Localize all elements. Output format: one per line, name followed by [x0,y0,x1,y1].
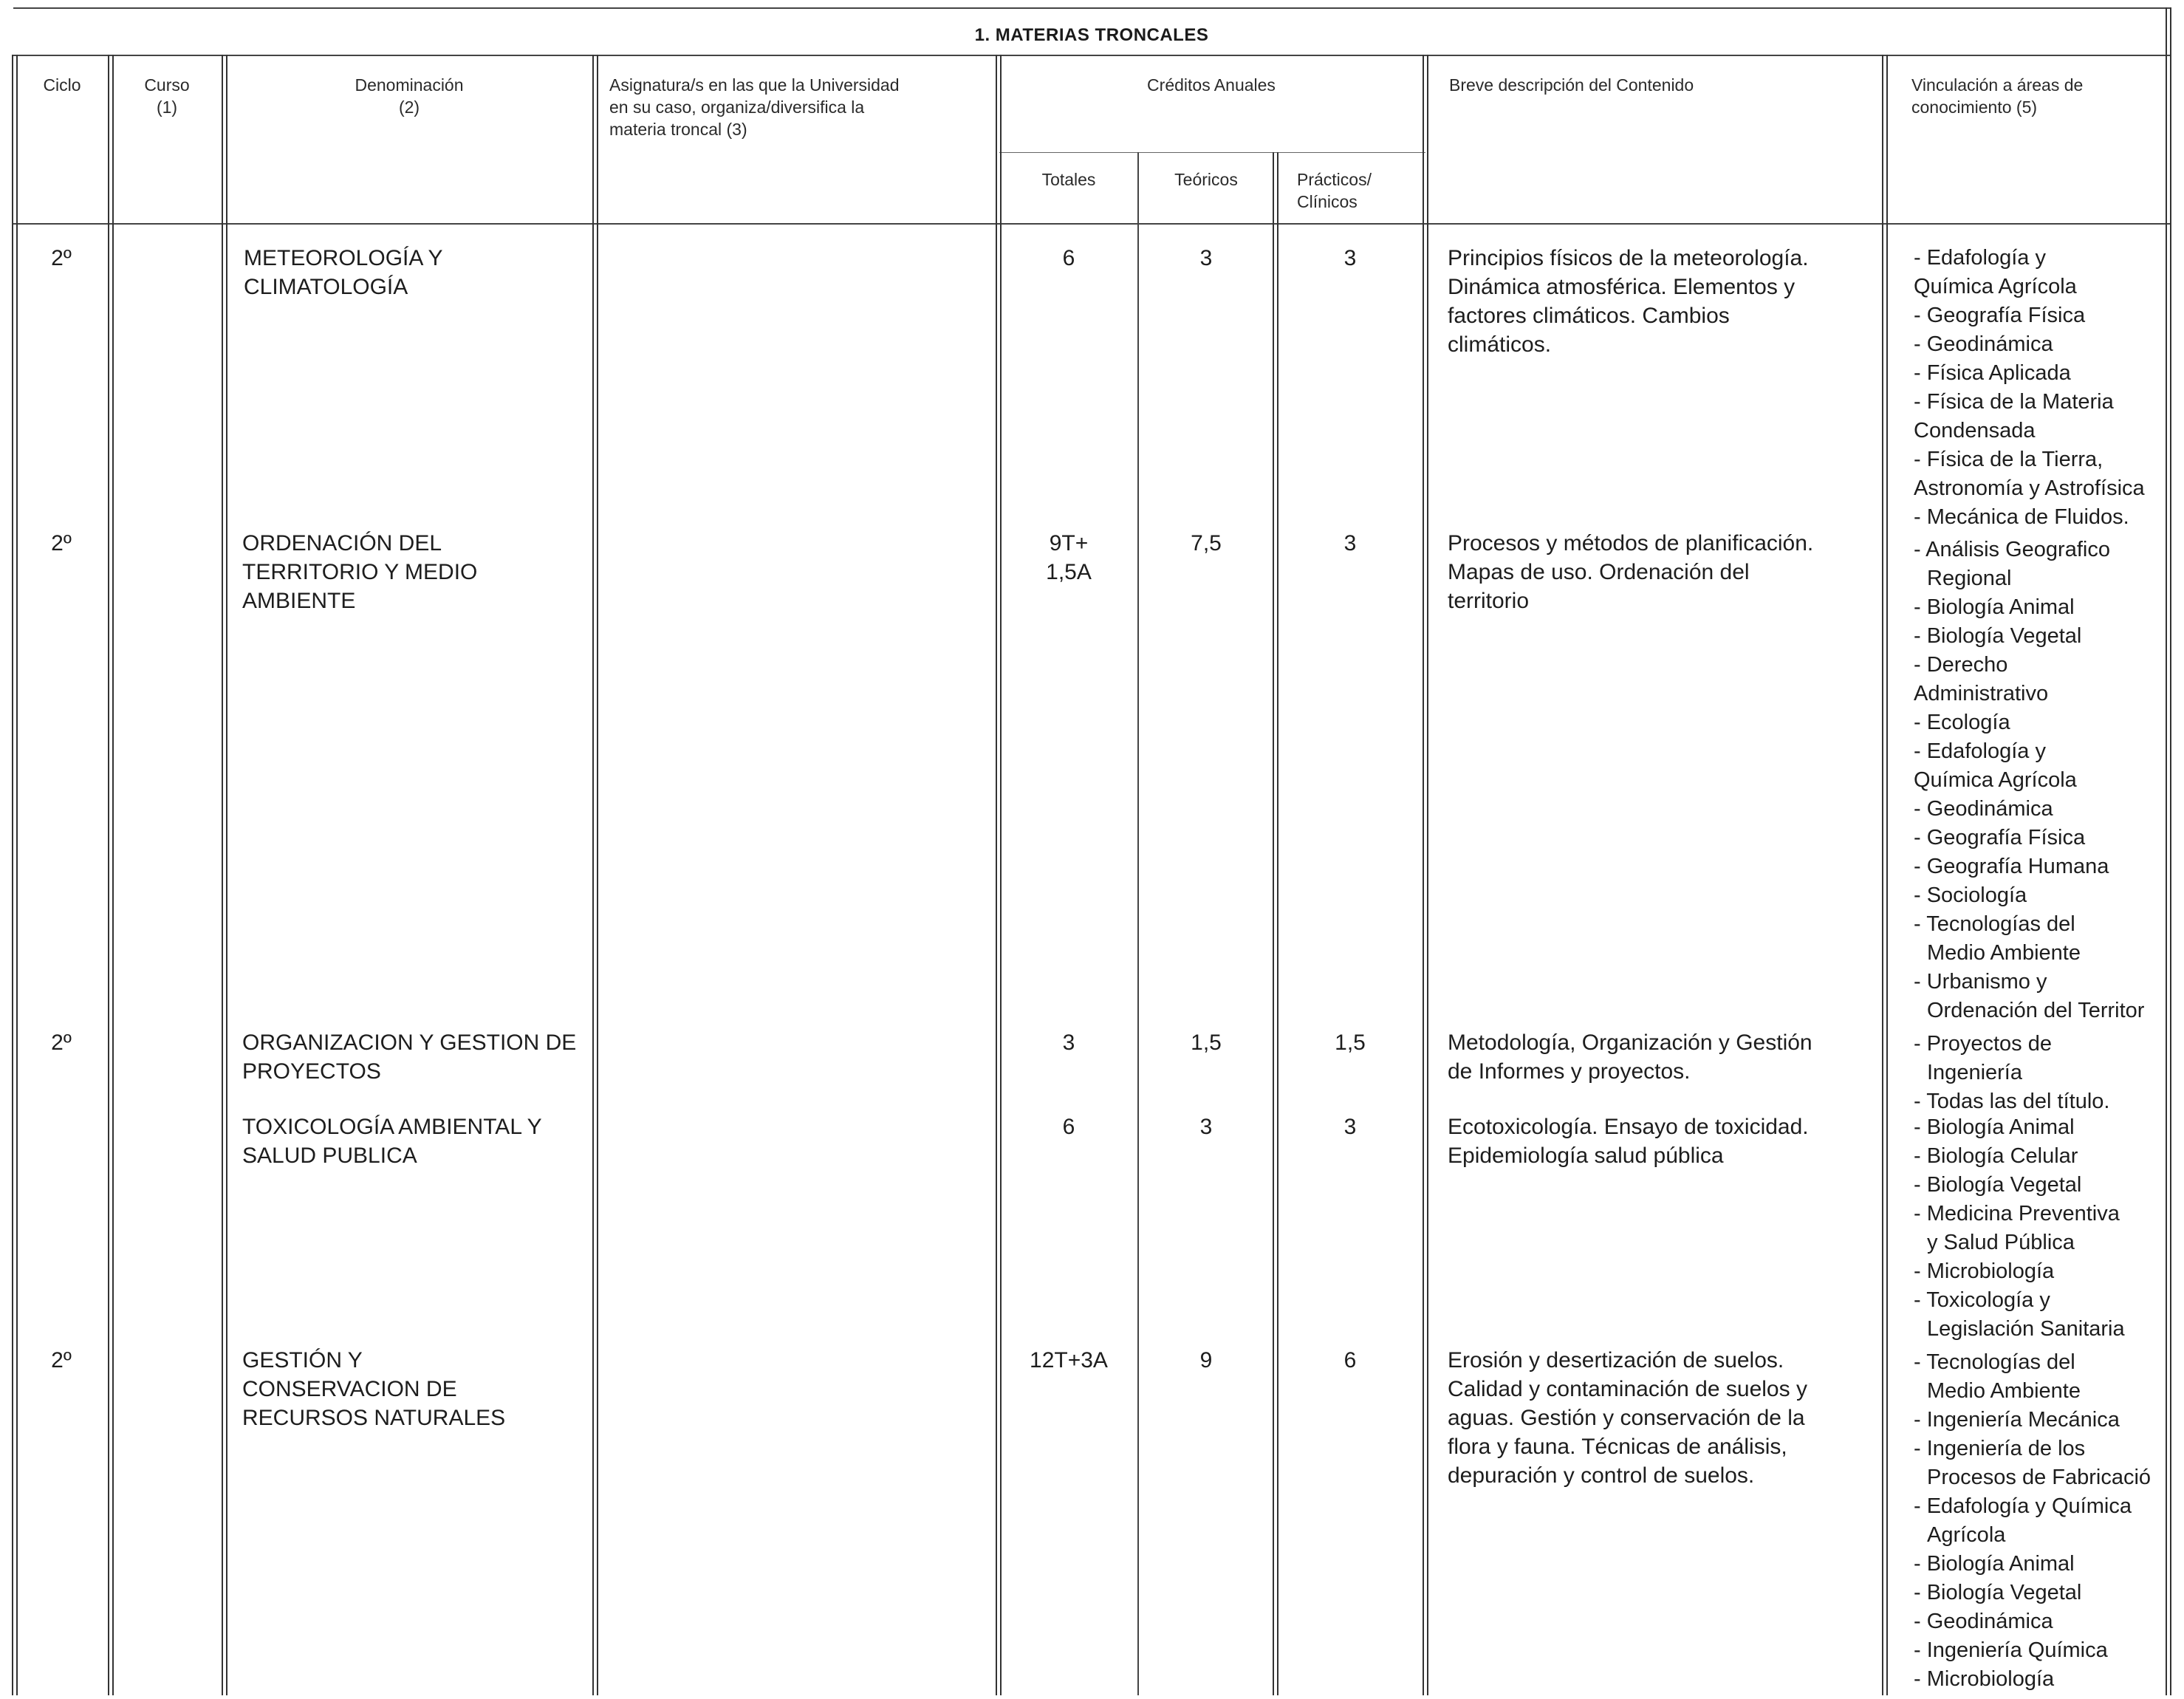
col-divider-creditos [1423,55,1424,1695]
row5-descripcion: Erosión y desertización de suelos. Calidad y contaminación de suelos y aguas. Gestión y conservación de la flora y fauna. Técnicas de análisis, depuración y control de suelos. [1448,1348,1807,1488]
row4-areas: - Biología Animal - Biología Celular - Biología Vegetal - Medicina Preventiva y Salud Pública - Microbiología - Toxicología y Legislación Sanitaria [1914,1115,2125,1341]
col-divider-denominacion [592,55,594,1695]
row1-denominacion: METEOROLOGÍA Y CLIMATOLOGÍA [244,246,443,299]
row5-teoricos: 9 [1199,1348,1213,1372]
table-top-border [13,7,2170,9]
row4-totales: 6 [1062,1115,1075,1139]
row4-teoricos: 3 [1199,1115,1213,1139]
row2-ciclo: 2º [51,531,72,555]
header-practicos: Prácticos/ Clínicos [1297,170,1372,211]
header-asignaturas: Asignatura/s en las que la Universidad en su caso, organiza/diversifica la materia troncal (3) [609,75,900,139]
row1-totales: 6 [1062,246,1075,270]
header-denominacion: Denominación (2) [355,75,464,117]
col-divider-descripcion [1882,55,1883,1695]
col-divider-totales [1137,152,1139,1695]
row5-areas: - Tecnologías del Medio Ambiente - Ingeniería Mecánica - Ingeniería de los Procesos de Fabricació - Edafología y Química Agrícola - Biología Animal - Biología Vegetal - Geodinámica - Ingeniería Química - Microbiología [1914,1350,2152,1691]
creditos-subheader-border [999,152,1425,153]
table-title: 1. MATERIAS TRONCALES [974,25,1209,45]
row3-practicos: 1,5 [1335,1030,1366,1055]
col-divider-ciclo [108,55,109,1695]
left-border [12,55,13,1695]
row3-denominacion: ORGANIZACION Y GESTION DE PROYECTOS [242,1030,577,1084]
col-divider-curso [222,55,223,1695]
header-curso: Curso (1) [144,75,190,117]
row3-teoricos: 1,5 [1191,1030,1222,1055]
title-bottom-border [13,55,2170,56]
header-ciclo: Ciclo [43,75,81,95]
header-totales: Totales [1041,170,1096,189]
row2-practicos: 3 [1343,531,1357,555]
right-border [2166,7,2167,1695]
row1-areas: - Edafología y Química Agrícola - Geografía Física - Geodinámica - Física Aplicada - Física de la Materia Condensada - Física de la Tierra, Astronomía y Astrofísica - Mecánica de Fluidos. [1914,246,2145,529]
row3-totales: 3 [1062,1030,1075,1055]
row2-totales: 9T+ 1,5A [1046,531,1092,584]
row1-descripcion: Principios físicos de la meteorología. Dinámica atmosférica. Elementos y factores climáticos. Cambios climáticos. [1448,246,1809,357]
row2-teoricos: 7,5 [1191,531,1222,555]
row5-ciclo: 2º [51,1348,72,1372]
col-divider-asignaturas [996,55,997,1695]
table-frame [13,7,2170,1695]
col-divider-teoricos [1273,152,1274,1695]
row5-denominacion: GESTIÓN Y CONSERVACION DE RECURSOS NATURALES [242,1348,506,1430]
row4-descripcion: Ecotoxicología. Ensayo de toxicidad. Epidemiología salud pública [1448,1115,1809,1168]
row5-totales: 12T+3A [1030,1348,1108,1372]
row2-denominacion: ORDENACIÓN DEL TERRITORIO Y MEDIO AMBIENTE [242,531,478,613]
row2-descripcion: Procesos y métodos de planificación. Mapas de uso. Ordenación del territorio [1448,531,1814,613]
row1-ciclo: 2º [51,246,72,270]
header-vinculacion: Vinculación a áreas de conocimiento (5) [1911,75,2084,117]
row1-practicos: 3 [1343,246,1357,270]
row2-areas: - Análisis Geografico Regional - Biología Animal - Biología Vegetal - Derecho Administrativo - Ecología - Edafología y Química Agrícola - Geodinámica - Geografía Física - Geografía Humana - Sociología - Tecnologías del Medio Ambiente - Urbanismo y Ordenación del Territor [1914,538,2145,1022]
header-teoricos: Teóricos [1174,170,1238,189]
row3-descripcion: Metodología, Organización y Gestión de Informes y proyectos. [1448,1030,1812,1084]
header-creditos-anuales: Créditos Anuales [1147,75,1276,95]
row5-practicos: 6 [1343,1348,1357,1372]
row3-areas: - Proyectos de Ingeniería - Todas las del título. [1914,1032,2110,1113]
row1-teoricos: 3 [1199,246,1213,270]
row3-ciclo: 2º [51,1030,72,1055]
header-bottom-border [13,223,2170,225]
row4-denominacion: TOXICOLOGÍA AMBIENTAL Y SALUD PUBLICA [242,1115,542,1168]
row4-practicos: 3 [1343,1115,1357,1139]
header-descripcion: Breve descripción del Contenido [1449,75,1694,95]
